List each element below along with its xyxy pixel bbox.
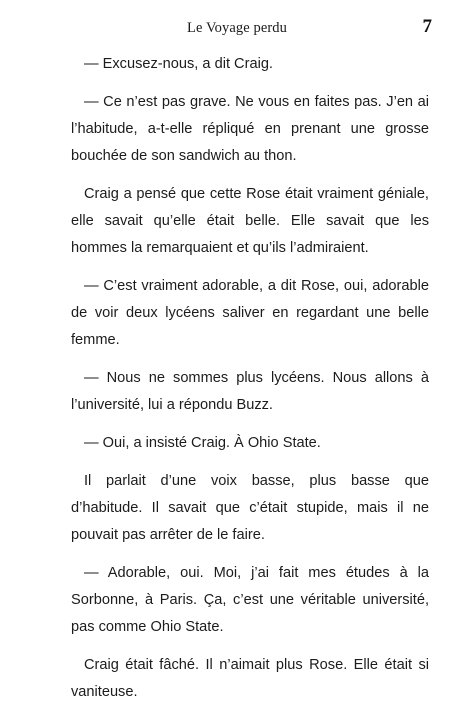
paragraph: Craig a pensé que cette Rose était vraiment géniale, elle savait qu’elle était belle. Elle savait que les hommes la remarquaient et qu’ils l’admiraient. [71, 186, 429, 256]
paragraph: — Adorable, oui. Moi, j’ai fait mes études à la Sorbonne, à Paris. Ça, c’est une véritable université, pas comme Ohio State. [71, 565, 429, 635]
paragraph: — C’est vraiment adorable, a dit Rose, oui, adorable de voir deux lycéens saliver en regardant une belle femme. [71, 278, 429, 348]
running-title: Le Voyage perdu [186, 20, 288, 36]
paragraph: — Ce n’est pas grave. Ne vous en faites pas. J’en ai l’habitude, a-t-elle répliqué en prenant une grosse bouchée de son sandwich au thon. [71, 94, 429, 164]
paragraph: Craig était fâché. Il n’aimait plus Rose. Elle était si vaniteuse. [71, 657, 429, 700]
paragraph: — Oui, a insisté Craig. À Ohio State. [84, 435, 321, 451]
page-number: 7 [422, 16, 432, 37]
paragraph: — Nous ne sommes plus lycéens. Nous allons à l’université, lui a répondu Buzz. [71, 370, 429, 413]
paragraph: — Excusez-nous, a dit Craig. [84, 56, 273, 72]
body-text [71, 51, 429, 717]
paragraph: Il parlait d’une voix basse, plus basse que d’habitude. Il savait que c’était stupide, mais il ne pouvait pas arrêter de le faire. [71, 473, 429, 543]
